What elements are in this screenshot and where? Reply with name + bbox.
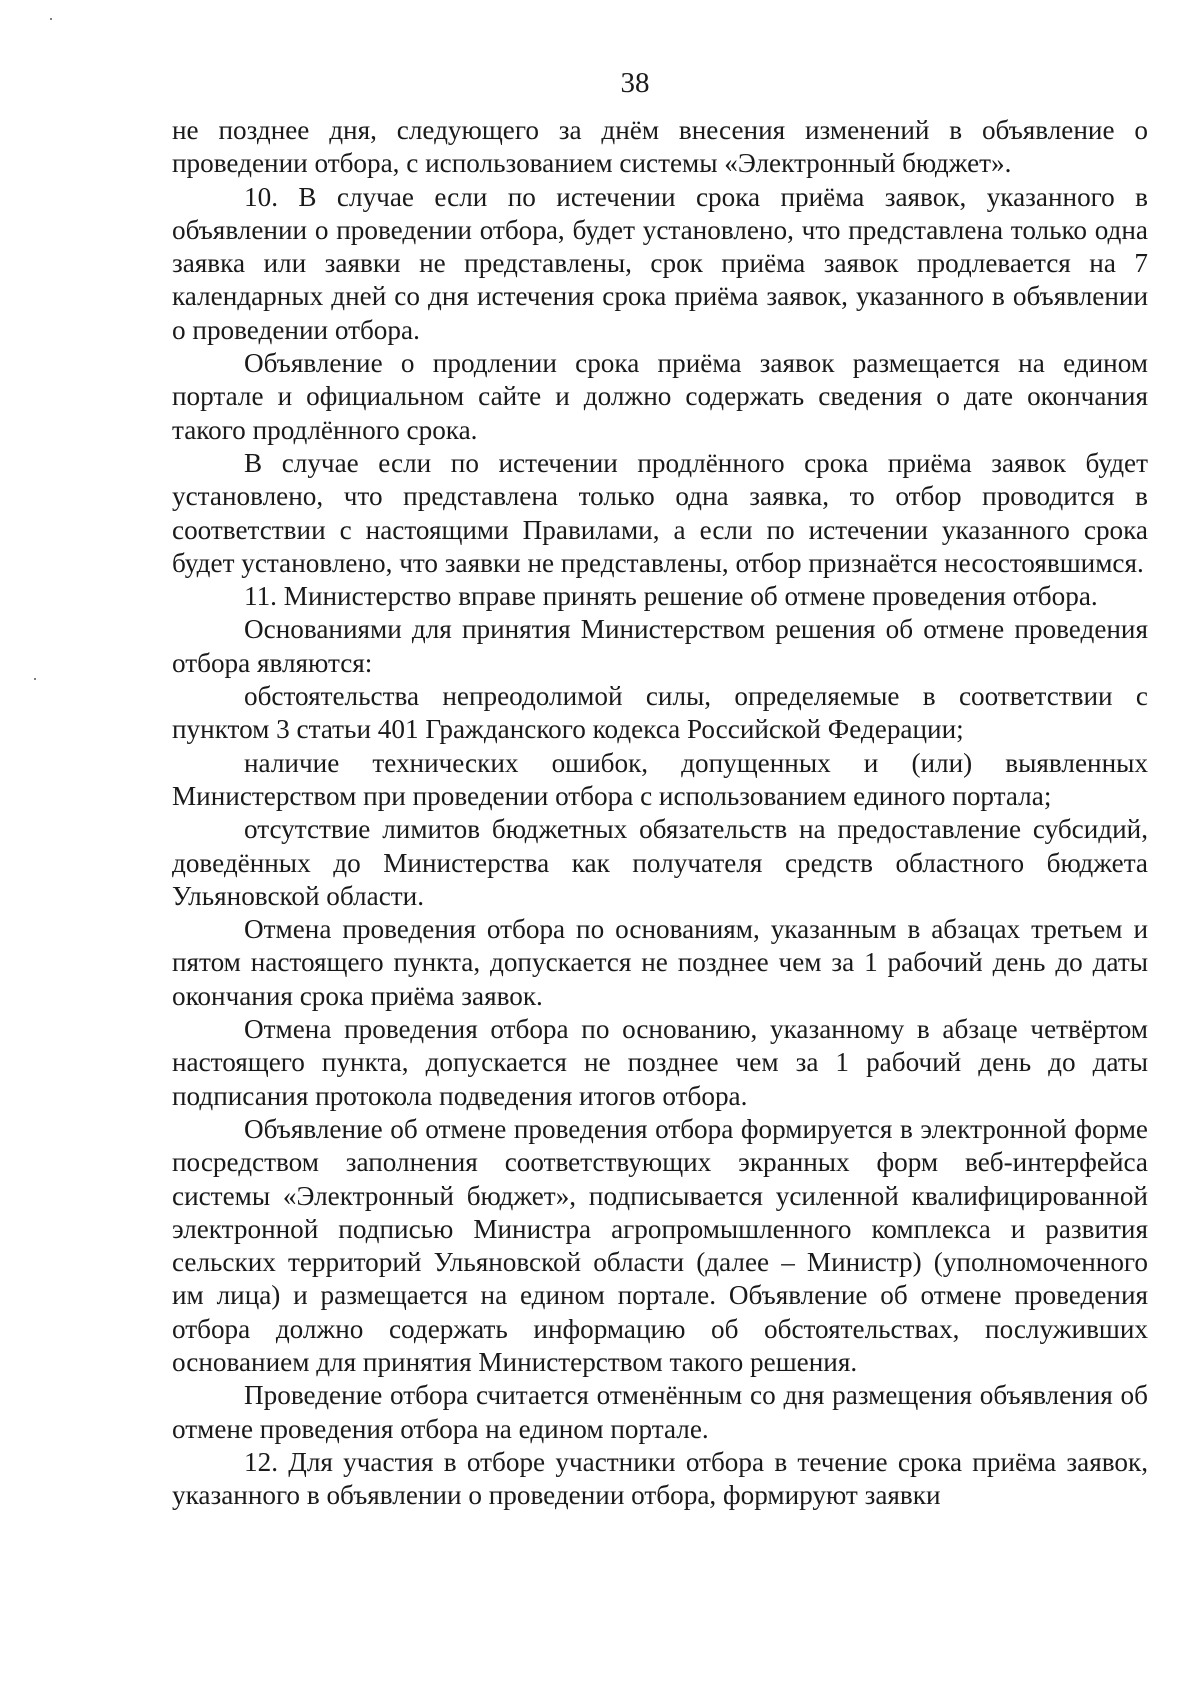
paragraph: Отмена проведения отбора по основанию, указанному в абзаце четвёртом настоящего пункта, допускается не позднее чем за 1 рабочий день до даты подписания протокола подведения итогов отбора. [172, 1014, 1148, 1111]
paragraph: Объявление об отмене проведения отбора формируется в электронной форме посредством заполнения соответствующих экранных форм веб-интерфейса системы «Электронный бюджет», подписывается усиленной квалифицированной электронной подписью Министра агропромышленного комплекса и развития сельских территорий Ульяновской области (далее – Министр) (уполномоченного им лица) и размещается на едином портале. Объявление об отмене проведения отбора должно содержать информацию об обстоятельствах, послуживших основанием для принятия Министерством такого решения. [172, 1113, 1148, 1377]
paragraph: отсутствие лимитов бюджетных обязательств на предоставление субсидий, доведённых до Министерства как получателя средств областного бюджета Ульяновской области. [172, 814, 1148, 911]
paragraph: Объявление о продлении срока приёма заявок размещается на едином портале и официальном сайте и должно содержать сведения о дате окончания такого продлённого срока. [172, 348, 1148, 445]
scan-speck [34, 678, 36, 680]
paragraph: В случае если по истечении продлённого срока приёма заявок будет установлено, что представлена только одна заявка, то отбор проводится в соответствии с настоящими Правилами, а если по истечении указанного срока будет установлено, что заявки не представлены, отбор признаётся несостоявшимся. [172, 447, 1148, 578]
paragraph: Основаниями для принятия Министерством решения об отмене проведения отбора являются: [172, 614, 1148, 678]
paragraph: обстоятельства непреодолимой силы, определяемые в соответствии с пунктом 3 статьи 401 Гражданского кодекса Российской Федерации; [172, 681, 1148, 745]
scan-speck [50, 18, 52, 20]
paragraph: 10. В случае если по истечении срока приёма заявок, указанного в объявлении о проведении отбора, будет установлено, что представлена только одна заявка или заявки не представлены, срок приёма заявок продлевается на 7 календарных дней со дня истечения срока приёма заявок, указанного в объявлении о проведении отбора. [172, 181, 1148, 345]
paragraph: 12. Для участия в отборе участники отбора в течение срока приёма заявок, указанного в объявлении о проведении отбора, формируют заявки [172, 1446, 1148, 1511]
paragraph: Проведение отбора считается отменённым со дня размещения объявления об отмене проведения отбора на едином портале. [172, 1380, 1148, 1444]
page-number: 38 [620, 67, 650, 99]
paragraph: Отмена проведения отбора по основаниям, указанным в абзацах третьем и пятом настоящего пункта, допускается не позднее чем за 1 рабочий день до даты окончания срока приёма заявок. [172, 914, 1148, 1011]
paragraph: наличие технических ошибок, допущенных и (или) выявленных Министерством при проведении отбора с использованием единого портала; [172, 747, 1148, 811]
document-body [172, 114, 1148, 1512]
paragraph: не позднее дня, следующего за днём внесения изменений в объявление о проведении отбора, с использованием системы «Электронный бюджет». [172, 115, 1148, 179]
paragraph: 11. Министерство вправе принять решение об отмене проведения отбора. [244, 581, 1098, 612]
